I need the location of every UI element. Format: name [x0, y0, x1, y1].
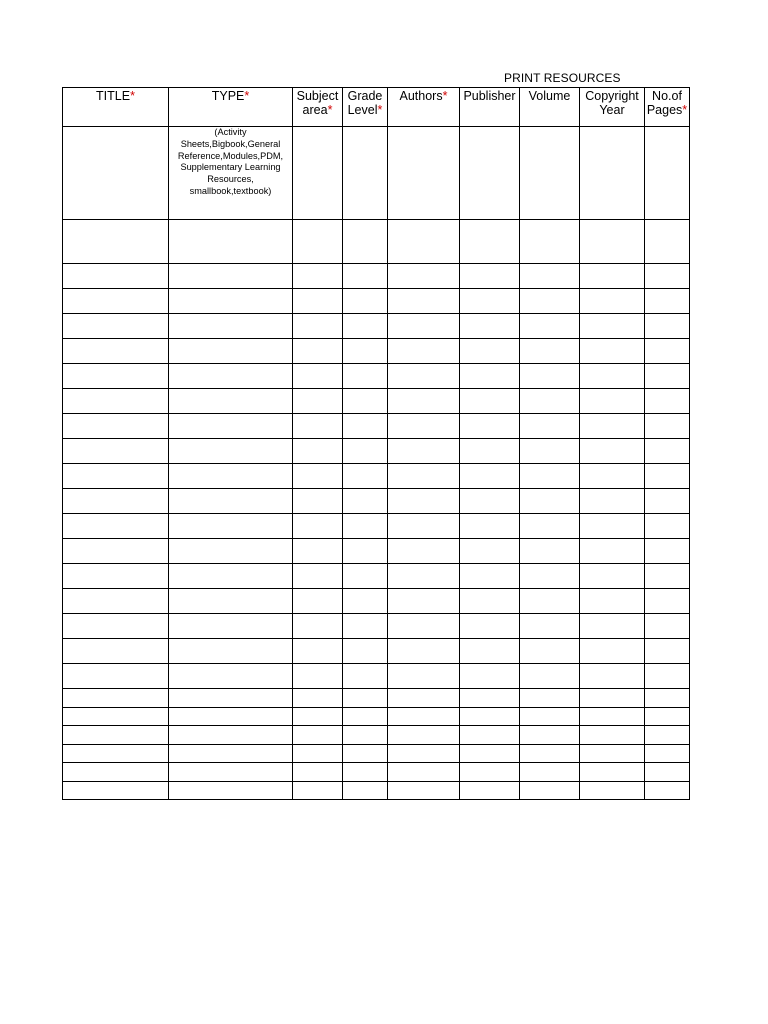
- table-cell[interactable]: [63, 389, 169, 414]
- table-cell[interactable]: [293, 364, 343, 389]
- table-cell[interactable]: [169, 314, 293, 339]
- table-cell[interactable]: [520, 539, 580, 564]
- table-cell[interactable]: [388, 614, 460, 639]
- table-cell[interactable]: [169, 389, 293, 414]
- table-cell[interactable]: [343, 414, 388, 439]
- table-cell[interactable]: [293, 264, 343, 289]
- table-cell[interactable]: [580, 314, 645, 339]
- required-marker: *: [377, 103, 383, 117]
- table-cell[interactable]: [169, 614, 293, 639]
- sheet-title: PRINT RESOURCES: [504, 71, 621, 85]
- table-row: [63, 689, 690, 708]
- table-cell[interactable]: [388, 639, 460, 664]
- table-cell[interactable]: [63, 539, 169, 564]
- table-cell[interactable]: [388, 414, 460, 439]
- table-cell[interactable]: [343, 614, 388, 639]
- table-cell[interactable]: [343, 781, 388, 800]
- table-row: [63, 364, 690, 389]
- table-cell[interactable]: [388, 464, 460, 489]
- table-cell[interactable]: [460, 726, 520, 745]
- table-cell[interactable]: [645, 220, 690, 264]
- table-cell[interactable]: [343, 707, 388, 726]
- table-cell[interactable]: [460, 220, 520, 264]
- table-cell[interactable]: [169, 289, 293, 314]
- table-cell[interactable]: [388, 127, 460, 220]
- table-cell[interactable]: [343, 127, 388, 220]
- table-cell[interactable]: [293, 639, 343, 664]
- table-cell[interactable]: [169, 264, 293, 289]
- table-cell[interactable]: [388, 664, 460, 689]
- table-row: [63, 781, 690, 800]
- table-row: [63, 289, 690, 314]
- table-cell[interactable]: [460, 339, 520, 364]
- table-cell[interactable]: [460, 464, 520, 489]
- table-cell[interactable]: [63, 707, 169, 726]
- table-cell[interactable]: [388, 389, 460, 414]
- table-cell[interactable]: [580, 127, 645, 220]
- table-cell[interactable]: [580, 439, 645, 464]
- table-cell[interactable]: [520, 389, 580, 414]
- table-cell[interactable]: [460, 689, 520, 708]
- table-cell[interactable]: [580, 220, 645, 264]
- table-cell[interactable]: [645, 639, 690, 664]
- table-cell[interactable]: [645, 689, 690, 708]
- table-row: [63, 489, 690, 514]
- table-cell[interactable]: [460, 744, 520, 763]
- table-cell[interactable]: [63, 763, 169, 782]
- table-row: [63, 763, 690, 782]
- table-cell[interactable]: [580, 389, 645, 414]
- required-marker: *: [442, 89, 448, 103]
- table-cell[interactable]: [63, 664, 169, 689]
- table-cell[interactable]: [293, 414, 343, 439]
- table-cell[interactable]: [63, 439, 169, 464]
- table-row: [63, 664, 690, 689]
- table-cell[interactable]: [293, 464, 343, 489]
- table-cell[interactable]: [293, 514, 343, 539]
- table-cell[interactable]: [645, 781, 690, 800]
- table-cell[interactable]: [63, 639, 169, 664]
- table-cell[interactable]: [343, 289, 388, 314]
- table-cell[interactable]: [520, 364, 580, 389]
- column-header-authors: [388, 88, 460, 127]
- table-cell[interactable]: [293, 314, 343, 339]
- table-row: [63, 726, 690, 745]
- table-cell[interactable]: [645, 707, 690, 726]
- table-cell[interactable]: [460, 664, 520, 689]
- table-cell[interactable]: [293, 614, 343, 639]
- table-cell[interactable]: [520, 781, 580, 800]
- column-label: Subject area: [296, 89, 339, 117]
- table-cell[interactable]: [63, 339, 169, 364]
- column-header-publisher: [460, 88, 520, 127]
- table-cell[interactable]: [63, 514, 169, 539]
- table-cell[interactable]: [520, 514, 580, 539]
- table-cell[interactable]: [580, 614, 645, 639]
- table-cell[interactable]: [343, 763, 388, 782]
- table-row: [63, 339, 690, 364]
- table-cell[interactable]: [388, 489, 460, 514]
- table-cell[interactable]: [169, 707, 293, 726]
- table-cell[interactable]: [169, 489, 293, 514]
- table-cell[interactable]: [63, 414, 169, 439]
- table-cell[interactable]: [520, 614, 580, 639]
- table-cell[interactable]: [520, 564, 580, 589]
- required-marker: *: [682, 103, 688, 117]
- table-cell[interactable]: [645, 564, 690, 589]
- table-cell[interactable]: [169, 414, 293, 439]
- column-label: No.of Pages: [646, 89, 683, 117]
- table-cell[interactable]: [63, 289, 169, 314]
- table-cell[interactable]: [580, 464, 645, 489]
- table-cell[interactable]: [520, 639, 580, 664]
- table-row: [63, 514, 690, 539]
- column-header-type: [169, 88, 293, 127]
- table-cell[interactable]: [388, 314, 460, 339]
- table-row: [63, 439, 690, 464]
- table-row: [63, 220, 690, 264]
- table-cell[interactable]: [343, 464, 388, 489]
- table-cell[interactable]: [580, 589, 645, 614]
- table-cell[interactable]: [169, 763, 293, 782]
- table-cell[interactable]: [169, 781, 293, 800]
- table-cell[interactable]: [293, 339, 343, 364]
- table-row: [63, 414, 690, 439]
- column-header-copyright-year: [580, 88, 645, 127]
- table-cell[interactable]: [343, 539, 388, 564]
- table-cell[interactable]: [293, 220, 343, 264]
- column-header-subject-area: [293, 88, 343, 127]
- table-cell[interactable]: [580, 339, 645, 364]
- table-cell[interactable]: [580, 539, 645, 564]
- table-cell[interactable]: [580, 364, 645, 389]
- table-cell[interactable]: [63, 564, 169, 589]
- table-cell[interactable]: [388, 726, 460, 745]
- print-resources-table: [62, 87, 690, 800]
- table-cell[interactable]: [580, 639, 645, 664]
- table-cell[interactable]: [645, 514, 690, 539]
- table-cell[interactable]: [63, 364, 169, 389]
- table-cell[interactable]: [520, 127, 580, 220]
- table-row: [63, 264, 690, 289]
- table-cell[interactable]: [388, 781, 460, 800]
- table-cell[interactable]: [63, 489, 169, 514]
- table-cell[interactable]: [460, 614, 520, 639]
- table-cell[interactable]: [460, 539, 520, 564]
- required-marker: *: [327, 103, 333, 117]
- table-cell[interactable]: [460, 414, 520, 439]
- table-cell[interactable]: [580, 744, 645, 763]
- table-cell[interactable]: [63, 726, 169, 745]
- table-cell[interactable]: [169, 639, 293, 664]
- table-row: [63, 639, 690, 664]
- table-cell[interactable]: [520, 744, 580, 763]
- table-row: [63, 744, 690, 763]
- table-cell[interactable]: [645, 763, 690, 782]
- required-marker: *: [244, 89, 250, 103]
- table-cell[interactable]: [520, 689, 580, 708]
- table-cell[interactable]: [293, 389, 343, 414]
- table-cell[interactable]: [580, 763, 645, 782]
- table-cell[interactable]: [520, 314, 580, 339]
- table-cell[interactable]: [63, 689, 169, 708]
- table-row: [63, 614, 690, 639]
- table-cell[interactable]: [580, 707, 645, 726]
- table-cell[interactable]: [293, 664, 343, 689]
- table-cell[interactable]: [169, 514, 293, 539]
- table-cell[interactable]: [580, 564, 645, 589]
- table-cell[interactable]: [343, 564, 388, 589]
- table-cell[interactable]: [460, 489, 520, 514]
- table-cell[interactable]: [343, 744, 388, 763]
- table-cell[interactable]: [63, 464, 169, 489]
- table-cell[interactable]: [343, 364, 388, 389]
- table-cell[interactable]: [343, 489, 388, 514]
- table-cell[interactable]: [520, 589, 580, 614]
- table-cell[interactable]: [169, 220, 293, 264]
- table-cell[interactable]: [388, 744, 460, 763]
- table-cell[interactable]: [343, 339, 388, 364]
- table-cell[interactable]: [388, 539, 460, 564]
- table-cell[interactable]: [388, 689, 460, 708]
- column-header-grade-level: [343, 88, 388, 127]
- table-cell[interactable]: [169, 744, 293, 763]
- table-cell[interactable]: [169, 439, 293, 464]
- table-cell[interactable]: [293, 564, 343, 589]
- table-cell[interactable]: [293, 744, 343, 763]
- column-label: Volume: [528, 89, 571, 103]
- table-row: [63, 589, 690, 614]
- table-cell[interactable]: [63, 614, 169, 639]
- table-cell[interactable]: [293, 589, 343, 614]
- table-cell[interactable]: [520, 726, 580, 745]
- required-marker: *: [130, 89, 135, 103]
- table-cell[interactable]: [580, 781, 645, 800]
- table-cell[interactable]: [169, 564, 293, 589]
- table-cell[interactable]: [645, 127, 690, 220]
- table-cell[interactable]: [63, 264, 169, 289]
- table-cell[interactable]: [645, 589, 690, 614]
- table-cell[interactable]: [63, 127, 169, 220]
- table-cell[interactable]: [580, 664, 645, 689]
- table-cell[interactable]: [580, 289, 645, 314]
- table-cell[interactable]: [645, 314, 690, 339]
- table-cell[interactable]: [460, 439, 520, 464]
- table-cell[interactable]: [645, 439, 690, 464]
- type-options-note: (Activity Sheets,Bigbook,General Reference,Modules,PDM, Supplementary Learning Resources, smallbook,textbook): [177, 127, 284, 196]
- table-cell[interactable]: [343, 639, 388, 664]
- column-header-title: [63, 88, 169, 127]
- table-cell[interactable]: [460, 389, 520, 414]
- table-cell[interactable]: [520, 707, 580, 726]
- table-cell[interactable]: [63, 781, 169, 800]
- table-cell[interactable]: [388, 264, 460, 289]
- table-cell[interactable]: [645, 464, 690, 489]
- table-cell[interactable]: [520, 220, 580, 264]
- table-cell[interactable]: [388, 589, 460, 614]
- table-row: [63, 564, 690, 589]
- table-cell[interactable]: [520, 464, 580, 489]
- table-cell[interactable]: [169, 464, 293, 489]
- table-cell[interactable]: [63, 220, 169, 264]
- table-cell[interactable]: [520, 489, 580, 514]
- table-cell[interactable]: [580, 689, 645, 708]
- table-cell[interactable]: [388, 289, 460, 314]
- header-row: [63, 88, 690, 127]
- table-row: [63, 464, 690, 489]
- table-row: [63, 539, 690, 564]
- table-cell[interactable]: [645, 264, 690, 289]
- table-cell[interactable]: [580, 264, 645, 289]
- column-header-no-of-pages: [645, 88, 690, 127]
- table-cell[interactable]: [645, 489, 690, 514]
- type-note-row: [63, 127, 690, 220]
- table-cell[interactable]: [63, 589, 169, 614]
- table-cell[interactable]: [645, 289, 690, 314]
- table-cell[interactable]: [169, 726, 293, 745]
- table-cell[interactable]: [645, 414, 690, 439]
- table-cell[interactable]: [460, 589, 520, 614]
- table-cell[interactable]: [460, 564, 520, 589]
- table-cell[interactable]: [388, 763, 460, 782]
- table-cell[interactable]: [520, 439, 580, 464]
- table-cell[interactable]: [460, 364, 520, 389]
- table-cell[interactable]: [293, 539, 343, 564]
- table-cell[interactable]: [645, 726, 690, 745]
- table-cell[interactable]: [580, 414, 645, 439]
- table-row: [63, 314, 690, 339]
- table-cell[interactable]: [343, 664, 388, 689]
- table-cell[interactable]: [520, 664, 580, 689]
- table-cell[interactable]: [293, 763, 343, 782]
- table-cell[interactable]: [343, 314, 388, 339]
- table-cell[interactable]: [293, 781, 343, 800]
- table-cell[interactable]: [169, 539, 293, 564]
- table-cell[interactable]: [343, 589, 388, 614]
- table-cell[interactable]: [293, 689, 343, 708]
- table-cell[interactable]: [293, 127, 343, 220]
- column-label: Grade Level: [347, 89, 383, 117]
- table-cell[interactable]: [460, 514, 520, 539]
- table-row: [63, 389, 690, 414]
- table-cell[interactable]: [293, 439, 343, 464]
- table-cell[interactable]: [460, 314, 520, 339]
- table-cell[interactable]: [580, 726, 645, 745]
- table-cell[interactable]: [343, 439, 388, 464]
- table-cell[interactable]: [388, 220, 460, 264]
- table-cell[interactable]: [520, 264, 580, 289]
- table-cell[interactable]: [580, 514, 645, 539]
- table-cell[interactable]: [63, 314, 169, 339]
- table-cell[interactable]: [293, 707, 343, 726]
- table-cell[interactable]: [293, 289, 343, 314]
- table-cell[interactable]: [460, 763, 520, 782]
- table-cell[interactable]: [343, 264, 388, 289]
- table-cell[interactable]: [169, 689, 293, 708]
- table-cell[interactable]: [520, 339, 580, 364]
- table-cell[interactable]: [169, 339, 293, 364]
- table-cell[interactable]: [645, 539, 690, 564]
- table-cell[interactable]: [460, 707, 520, 726]
- table-cell[interactable]: [343, 514, 388, 539]
- table-cell[interactable]: [169, 589, 293, 614]
- table-cell[interactable]: [343, 689, 388, 708]
- table-cell[interactable]: [169, 664, 293, 689]
- table-cell[interactable]: [388, 707, 460, 726]
- table-cell[interactable]: [343, 220, 388, 264]
- table-cell[interactable]: [293, 726, 343, 745]
- table-cell[interactable]: [645, 614, 690, 639]
- table-cell[interactable]: [169, 127, 293, 220]
- table-cell[interactable]: [388, 439, 460, 464]
- table-cell[interactable]: [645, 364, 690, 389]
- table-cell[interactable]: [388, 514, 460, 539]
- table-cell[interactable]: [645, 389, 690, 414]
- column-label: Authors: [399, 89, 443, 103]
- table-cell[interactable]: [460, 781, 520, 800]
- table-cell[interactable]: [169, 364, 293, 389]
- table-cell[interactable]: [388, 564, 460, 589]
- table-cell[interactable]: [580, 489, 645, 514]
- table-row: [63, 707, 690, 726]
- column-label: TYPE: [211, 89, 245, 103]
- table-cell[interactable]: [460, 289, 520, 314]
- table-cell[interactable]: [460, 264, 520, 289]
- table-cell[interactable]: [645, 744, 690, 763]
- table-cell[interactable]: [388, 364, 460, 389]
- table-cell[interactable]: [343, 389, 388, 414]
- table-cell[interactable]: [645, 339, 690, 364]
- table-cell[interactable]: [645, 664, 690, 689]
- table-cell[interactable]: [388, 339, 460, 364]
- column-label: Publisher: [463, 89, 516, 103]
- column-label: Copyright Year: [585, 89, 639, 117]
- table-cell[interactable]: [63, 744, 169, 763]
- table-cell[interactable]: [520, 289, 580, 314]
- table-cell[interactable]: [460, 639, 520, 664]
- table-cell[interactable]: [460, 127, 520, 220]
- table-cell[interactable]: [520, 763, 580, 782]
- column-header-volume: [520, 88, 580, 127]
- table-cell[interactable]: [293, 489, 343, 514]
- table-cell[interactable]: [520, 414, 580, 439]
- table-cell[interactable]: [343, 726, 388, 745]
- column-label: TITLE: [96, 89, 131, 103]
